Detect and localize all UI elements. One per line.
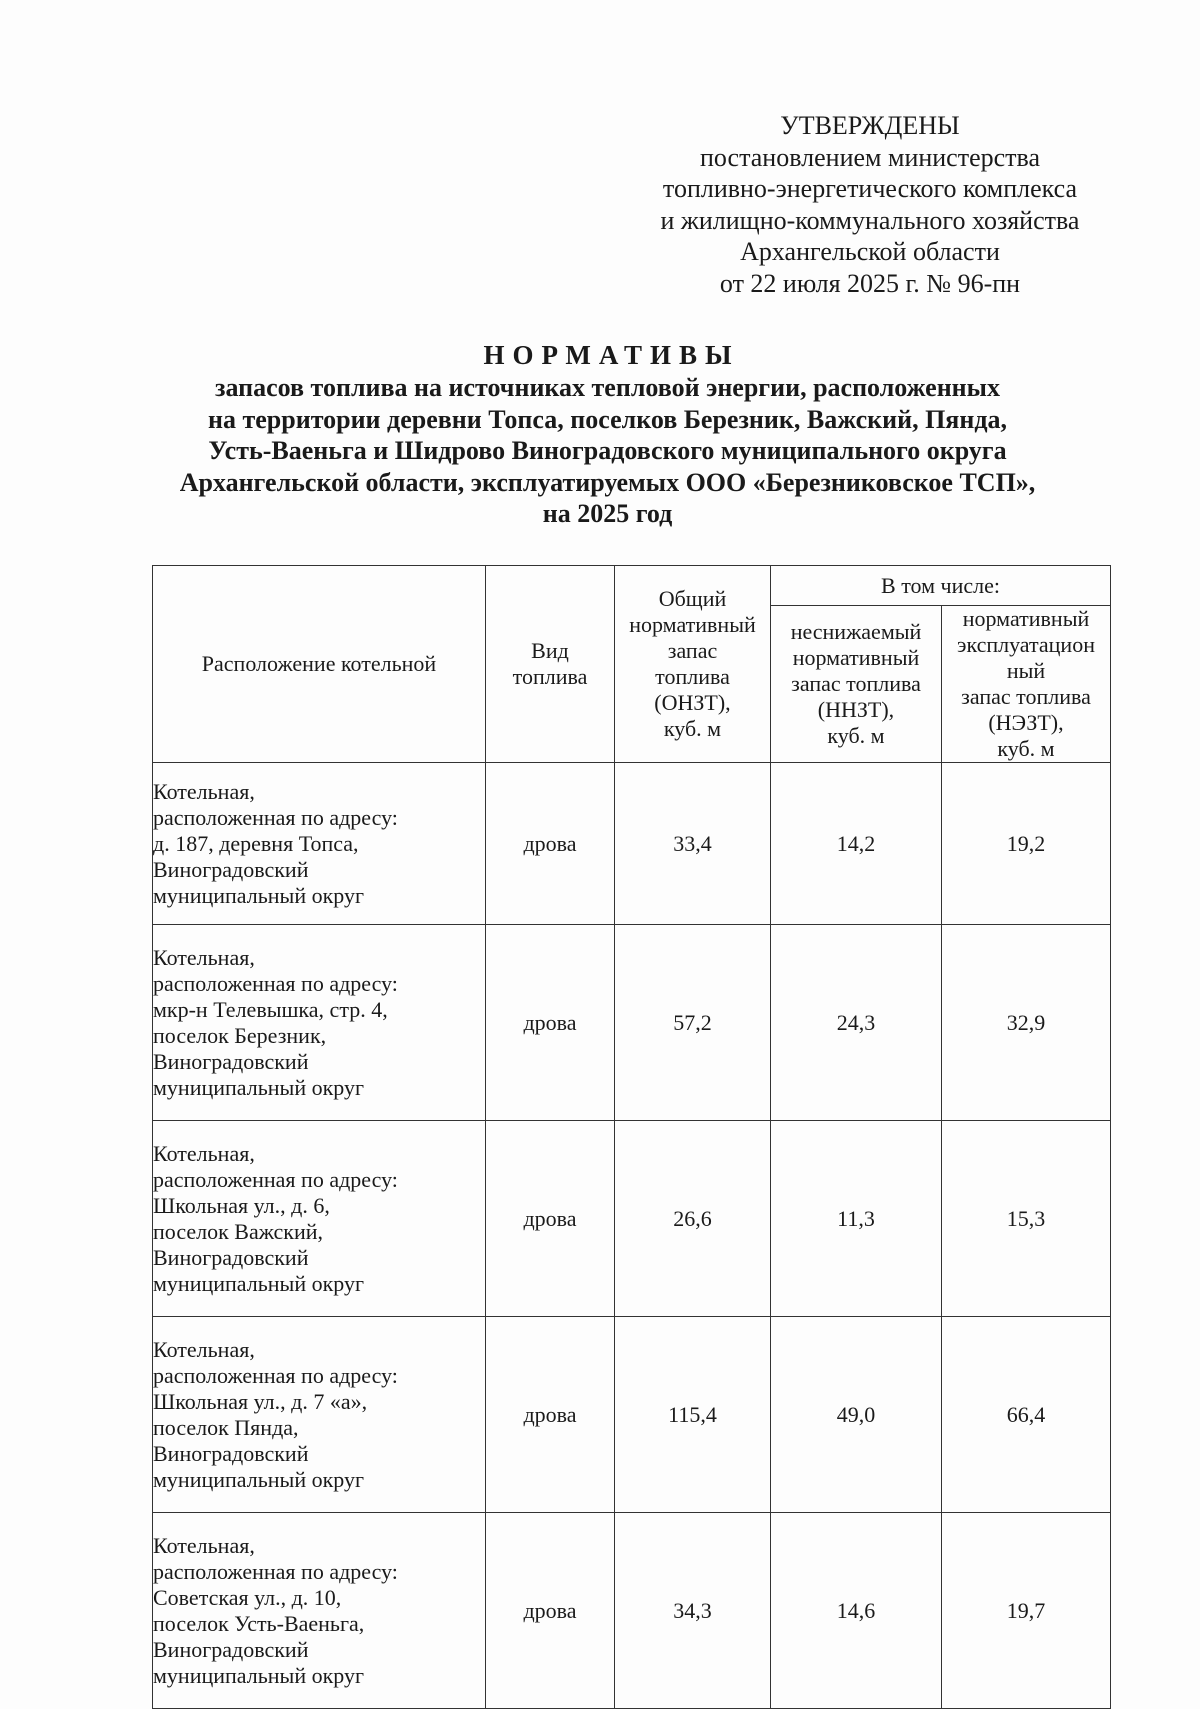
cell-total: 57,2 xyxy=(615,925,771,1121)
approval-date: от 22 июля 2025 г. № 96-пн xyxy=(719,268,1021,298)
cell-nnzt: 11,3 xyxy=(771,1121,942,1317)
table-row xyxy=(153,1513,1111,1709)
title-subline: на территории деревни Топса, поселков Березник, Важский, Пянда, xyxy=(208,404,1007,434)
cell-nnzt: 14,2 xyxy=(771,763,942,925)
approval-line: постановлением министерства xyxy=(699,142,1041,172)
header-including: В том числе: xyxy=(771,566,1111,606)
title-main: НОРМАТИВЫ xyxy=(483,340,740,370)
cell-total: 33,4 xyxy=(615,763,771,925)
cell-fuel-type: дрова xyxy=(486,1317,615,1513)
approval-line: и жилищно-коммунального хозяйства xyxy=(660,205,1080,235)
cell-total: 115,4 xyxy=(615,1317,771,1513)
header-fuel-type: Вид топлива xyxy=(486,566,615,763)
approval-heading: УТВЕРЖДЕНЫ xyxy=(780,111,960,140)
norms-table xyxy=(152,565,1111,1709)
cell-location: Котельная, расположенная по адресу: д. 187, деревня Топса, Виноградовский муниципальный округ xyxy=(153,763,486,925)
cell-fuel-type: дрова xyxy=(486,763,615,925)
cell-fuel-type: дрова xyxy=(486,1513,615,1709)
cell-location: Котельная, расположенная по адресу: Школьная ул., д. 7 «а», поселок Пянда, Виноградовский муниципальный округ xyxy=(153,1317,486,1513)
cell-total: 26,6 xyxy=(615,1121,771,1317)
table-row xyxy=(153,925,1111,1121)
cell-nezt: 66,4 xyxy=(942,1317,1111,1513)
cell-location: Котельная, расположенная по адресу: Советская ул., д. 10, поселок Усть-Ваеньга, Виноградовский муниципальный округ xyxy=(153,1513,486,1709)
document-title xyxy=(120,338,1095,530)
table-row xyxy=(153,763,1111,925)
header-total-onzt: Общий нормативный запас топлива (ОНЗТ), куб. м xyxy=(615,566,771,763)
cell-location: Котельная, расположенная по адресу: Школьная ул., д. 6, поселок Важский, Виноградовский муниципальный округ xyxy=(153,1121,486,1317)
cell-fuel-type: дрова xyxy=(486,1121,615,1317)
cell-location: Котельная, расположенная по адресу: мкр-н Телевышка, стр. 4, поселок Березник, Виноградовский муниципальный округ xyxy=(153,925,486,1121)
approval-line: Архангельской области xyxy=(740,237,1000,266)
approval-line: топливно-энергетического комплекса xyxy=(662,174,1078,203)
header-nezt: нормативный эксплуатацион ный запас топлива (НЭЗТ), куб. м xyxy=(942,606,1111,763)
cell-fuel-type: дрова xyxy=(486,925,615,1121)
cell-nezt: 32,9 xyxy=(942,925,1111,1121)
cell-nnzt: 24,3 xyxy=(771,925,942,1121)
cell-nnzt: 14,6 xyxy=(771,1513,942,1709)
cell-nezt: 19,2 xyxy=(942,763,1111,925)
cell-nezt: 15,3 xyxy=(942,1121,1111,1317)
approval-block xyxy=(600,110,1140,299)
title-subline: Архангельской области, эксплуатируемых ООО «Березниковское ТСП», xyxy=(179,467,1036,497)
title-subline: Усть-Ваеньга и Шидрово Виноградовского муниципального округа xyxy=(208,436,1007,465)
cell-nezt: 19,7 xyxy=(942,1513,1111,1709)
cell-nnzt: 49,0 xyxy=(771,1317,942,1513)
title-subline: на 2025 год xyxy=(542,499,673,528)
cell-total: 34,3 xyxy=(615,1513,771,1709)
header-location: Расположение котельной xyxy=(153,566,486,763)
title-subline: запасов топлива на источниках тепловой энергии, расположенных xyxy=(215,373,1000,402)
table-row xyxy=(153,1317,1111,1513)
header-nnzt: неснижаемый нормативный запас топлива (ННЗТ), куб. м xyxy=(771,606,942,763)
table-row xyxy=(153,1121,1111,1317)
